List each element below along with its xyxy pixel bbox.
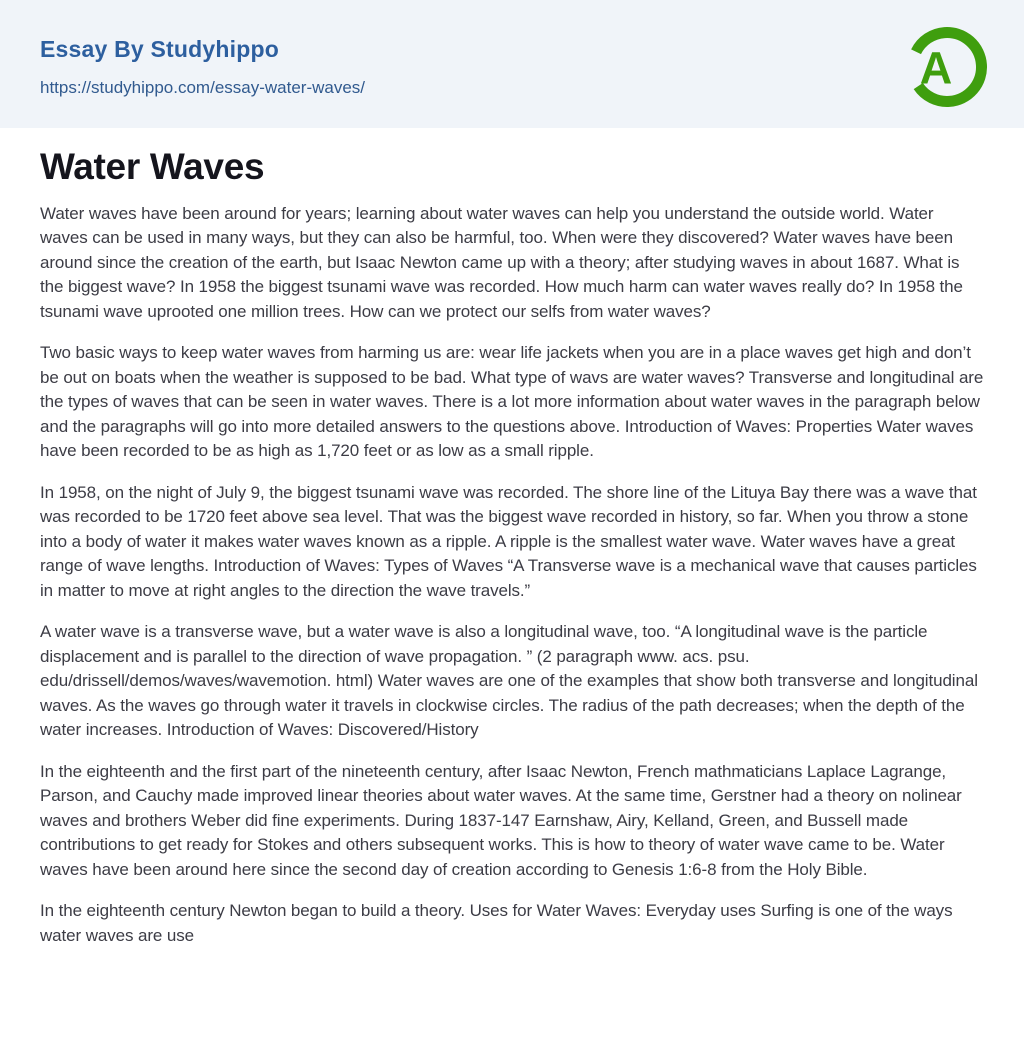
open-ring-monogram-icon bbox=[907, 24, 987, 110]
essay-paragraph-6: In the eighteenth century Newton began to build a theory. Uses for Water Waves: Everyday uses Surfing is one of the ways water waves are use bbox=[40, 901, 953, 945]
essay-paragraph-1: Water waves have been around for years; learning about water waves can help you understand the outside world. Water waves can be used in many ways, but they can also be harmful, too. When were they discovered? Water waves have been around since the creation of the earth, but Isaac Newton came up with a theory; after studying waves in about 1687. What is the biggest wave? In 1958 the biggest tsunami wave was recorded. How much harm can water waves really do? In 1958 the tsunami wave uprooted one million trees. How can we protect our selfs from water waves? bbox=[40, 203, 963, 321]
essay-article bbox=[0, 128, 1024, 948]
studyhippo-logo-icon[interactable] bbox=[906, 24, 988, 110]
essay-paragraph-4: A water wave is a transverse wave, but a water wave is also a longitudinal wave, too. “A longitudinal wave is the particle displacement and is parallel to the direction of wave propagation. ” (2 paragraph www. acs. psu. edu/drissell/demos/waves/wavemotion. html) Water waves are one of the examples that show both transverse and longitudinal waves. As the waves go through water it travels in clockwise circles. The radius of the path decreases; when the depth of the water increases. Introduction of Waves: Discovered/History bbox=[40, 622, 978, 740]
essay-title: Water Waves bbox=[40, 146, 265, 187]
header-text-block bbox=[40, 36, 365, 98]
essay-url-link[interactable]: https://studyhippo.com/essay-water-waves/ bbox=[40, 78, 366, 97]
page-header bbox=[0, 0, 1024, 128]
logo-letter: A bbox=[919, 42, 953, 94]
essay-paragraph-2: Two basic ways to keep water waves from harming us are: wear life jackets when you are in a place waves get high and don’t be out on boats when the weather is supposed to be bad. What type of wavs are water waves? Transverse and longitudinal are the types of waves that can be seen in water waves. There is a lot more information about water waves in the paragraph below and the paragraphs will go into more detailed answers to the questions above. Introduction of Waves: Properties Water waves have been recorded to be as high as 1,720 feet or as low as a small ripple. bbox=[40, 343, 984, 461]
site-title: Essay By Studyhippo bbox=[40, 36, 279, 62]
essay-paragraph-5: In the eighteenth and the first part of the nineteenth century, after Isaac Newton, French mathmaticians Laplace Lagrange, Parson, and Cauchy made improved linear theories about water waves. At the same time, Gerstner had a theory on nolinear waves and brothers Weber did fine experiments. During 1837-147 Earnshaw, Airy, Kelland, Green, and Bussell made contributions to get ready for Stokes and others subsequent works. This is how to theory of water wave came to be. Water waves have been around here since the second day of creation according to Genesis 1:6-8 from the Holy Bible. bbox=[40, 761, 962, 879]
essay-paragraph-3: In 1958, on the night of July 9, the biggest tsunami wave was recorded. The shore line of the Lituya Bay there was a wave that was recorded to be 1720 feet above sea level. That was the biggest wave recorded in history, so far. When you throw a stone into a body of water it makes water waves known as a ripple. A ripple is the smallest water wave. Water waves have a great range of wave lengths. Introduction of Waves: Types of Waves “A Transverse wave is a mechanical wave that causes particles in matter to move at right angles to the direction the wave travels.” bbox=[40, 482, 977, 600]
